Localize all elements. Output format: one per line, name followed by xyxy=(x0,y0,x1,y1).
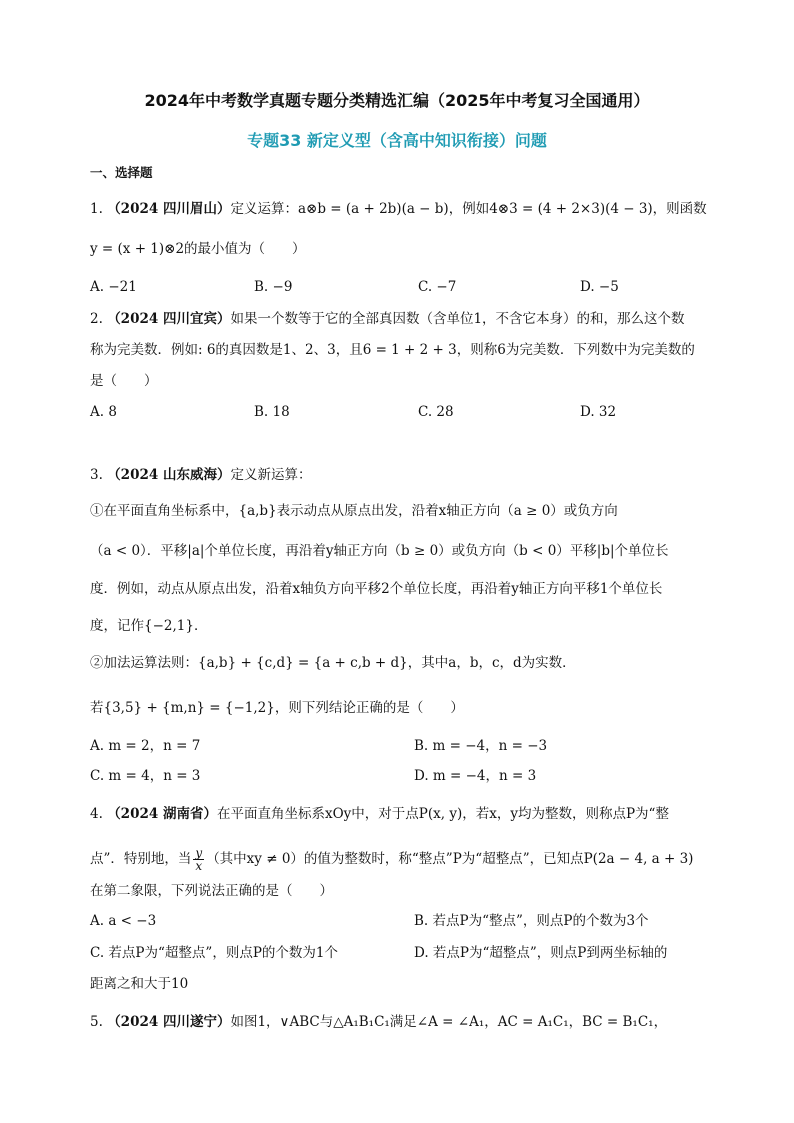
q1-option-a: A. −21 xyxy=(90,279,137,295)
q4-option-d-continuation: 距离之和大于10 xyxy=(90,976,189,992)
q1-option-d: D. −5 xyxy=(580,279,619,295)
q3-option-d: D. m = −4，n = 3 xyxy=(414,768,537,784)
question-2-line-2: 称为完美数．例如: 6的真因数是1、2、3，且6 = 1 + 2 + 3，则称6为完美数．下列数中为完美数的 xyxy=(90,342,695,358)
document-title: 2024年中考数学真题专题分类精选汇编（2025年中考复习全国通用） xyxy=(144,91,650,110)
question-3-line-3: （a < 0）．平移|a|个单位长度，再沿着y轴正方向（b ≥ 0）或负方向（b < 0）平移|b|个单位长 xyxy=(90,543,669,559)
question-2-line-1 xyxy=(90,310,685,328)
question-3-line-4: 度．例如，动点从原点出发，沿着x轴负方向平移2个单位长度，再沿着y轴正方向平移1个单位长 xyxy=(90,581,663,597)
question-text: 在平面直角坐标系xOy中，对于点P(x, y)，若x，y均为整数，则称点P为“整 xyxy=(216,806,669,822)
question-3-line-5: 度，记作{−2,1}． xyxy=(90,618,208,634)
question-number: 1. xyxy=(90,201,103,217)
question-3-line-1 xyxy=(90,466,311,484)
question-4-line-2 xyxy=(90,844,693,874)
q3-option-b: B. m = −4，n = −3 xyxy=(414,738,548,754)
question-4-line-1 xyxy=(90,805,669,823)
question-3-line-2: ①在平面直角坐标系中，{a,b}表示动点从原点出发，沿着x轴正方向（a ≥ 0）或负方向 xyxy=(90,503,618,519)
question-5-line-1 xyxy=(90,1013,667,1031)
question-3-line-7: 若{3,5} + {m,n} = {−1,2}，则下列结论正确的是（ ） xyxy=(90,700,464,716)
question-1-line-2: y = (x + 1)⊗2的最小值为（ ） xyxy=(90,241,306,257)
question-number: 4. xyxy=(90,806,103,822)
question-4-line-3: 在第二象限，下列说法正确的是（ ） xyxy=(90,883,333,899)
question-number: 2. xyxy=(90,311,103,327)
fraction-numerator: y xyxy=(195,846,203,860)
q4-option-c: C. 若点P为“超整点”，则点P的个数为1个 xyxy=(90,945,338,961)
q4-option-b: B. 若点P为“整点”，则点P的个数为3个 xyxy=(414,913,649,929)
q3-option-c: C. m = 4，n = 3 xyxy=(90,768,201,784)
q1-option-b: B. −9 xyxy=(254,279,293,295)
q4-option-a: A. a < −3 xyxy=(90,913,157,929)
question-3-line-6: ②加法运算法则：{a,b} + {c,d} = {a + c,b + d}，其中a，b，c，d为实数． xyxy=(90,655,576,671)
q3-option-a: A. m = 2，n = 7 xyxy=(90,738,201,754)
document-subtitle: 专题33 新定义型（含高中知识衔接）问题 xyxy=(247,131,547,150)
fraction-denominator: x xyxy=(195,859,203,873)
q1-option-c: C. −7 xyxy=(418,279,457,295)
question-number: 5. xyxy=(90,1014,103,1030)
question-source: （2024 四川眉山） xyxy=(107,201,231,217)
q2-option-a: A. 8 xyxy=(90,404,117,420)
question-text: 如果一个数等于它的全部真因数（含单位1，不含它本身）的和，那么这个数 xyxy=(230,311,685,327)
question-text: 如图1，∨ABC与△A₁B₁C₁满足∠A = ∠A₁，AC = A₁C₁，BC = B₁C₁， xyxy=(230,1014,668,1030)
question-number: 3. xyxy=(90,467,103,483)
question-source: （2024 山东威海） xyxy=(107,467,231,483)
q2-option-c: C. 28 xyxy=(418,404,454,420)
fraction-y-over-x xyxy=(193,847,204,872)
question-text: 定义运算：a⊗b = (a + 2b)(a − b)，例如4⊗3 = (4 + 2×3)(4 − 3)，则函数 xyxy=(230,201,707,217)
question-1-line-1 xyxy=(90,200,707,218)
question-text: 定义新运算： xyxy=(230,467,312,483)
section-heading: 一、选择题 xyxy=(90,165,153,180)
question-text: （其中xy ≠ 0）的值为整数时，称“整点”P为“超整点”，已知点P(2a − 4, a + 3) xyxy=(206,851,694,867)
question-source: （2024 四川宜宾） xyxy=(107,311,231,327)
question-source: （2024 四川遂宁） xyxy=(107,1014,231,1030)
q4-option-d: D. 若点P为“超整点”，则点P到两坐标轴的 xyxy=(414,945,668,961)
q2-option-d: D. 32 xyxy=(580,404,617,420)
question-source: （2024 湖南省） xyxy=(107,806,217,822)
q2-option-b: B. 18 xyxy=(254,404,290,420)
question-text: 点”．特别地，当 xyxy=(90,851,192,867)
question-2-line-3: 是（ ） xyxy=(90,373,158,389)
